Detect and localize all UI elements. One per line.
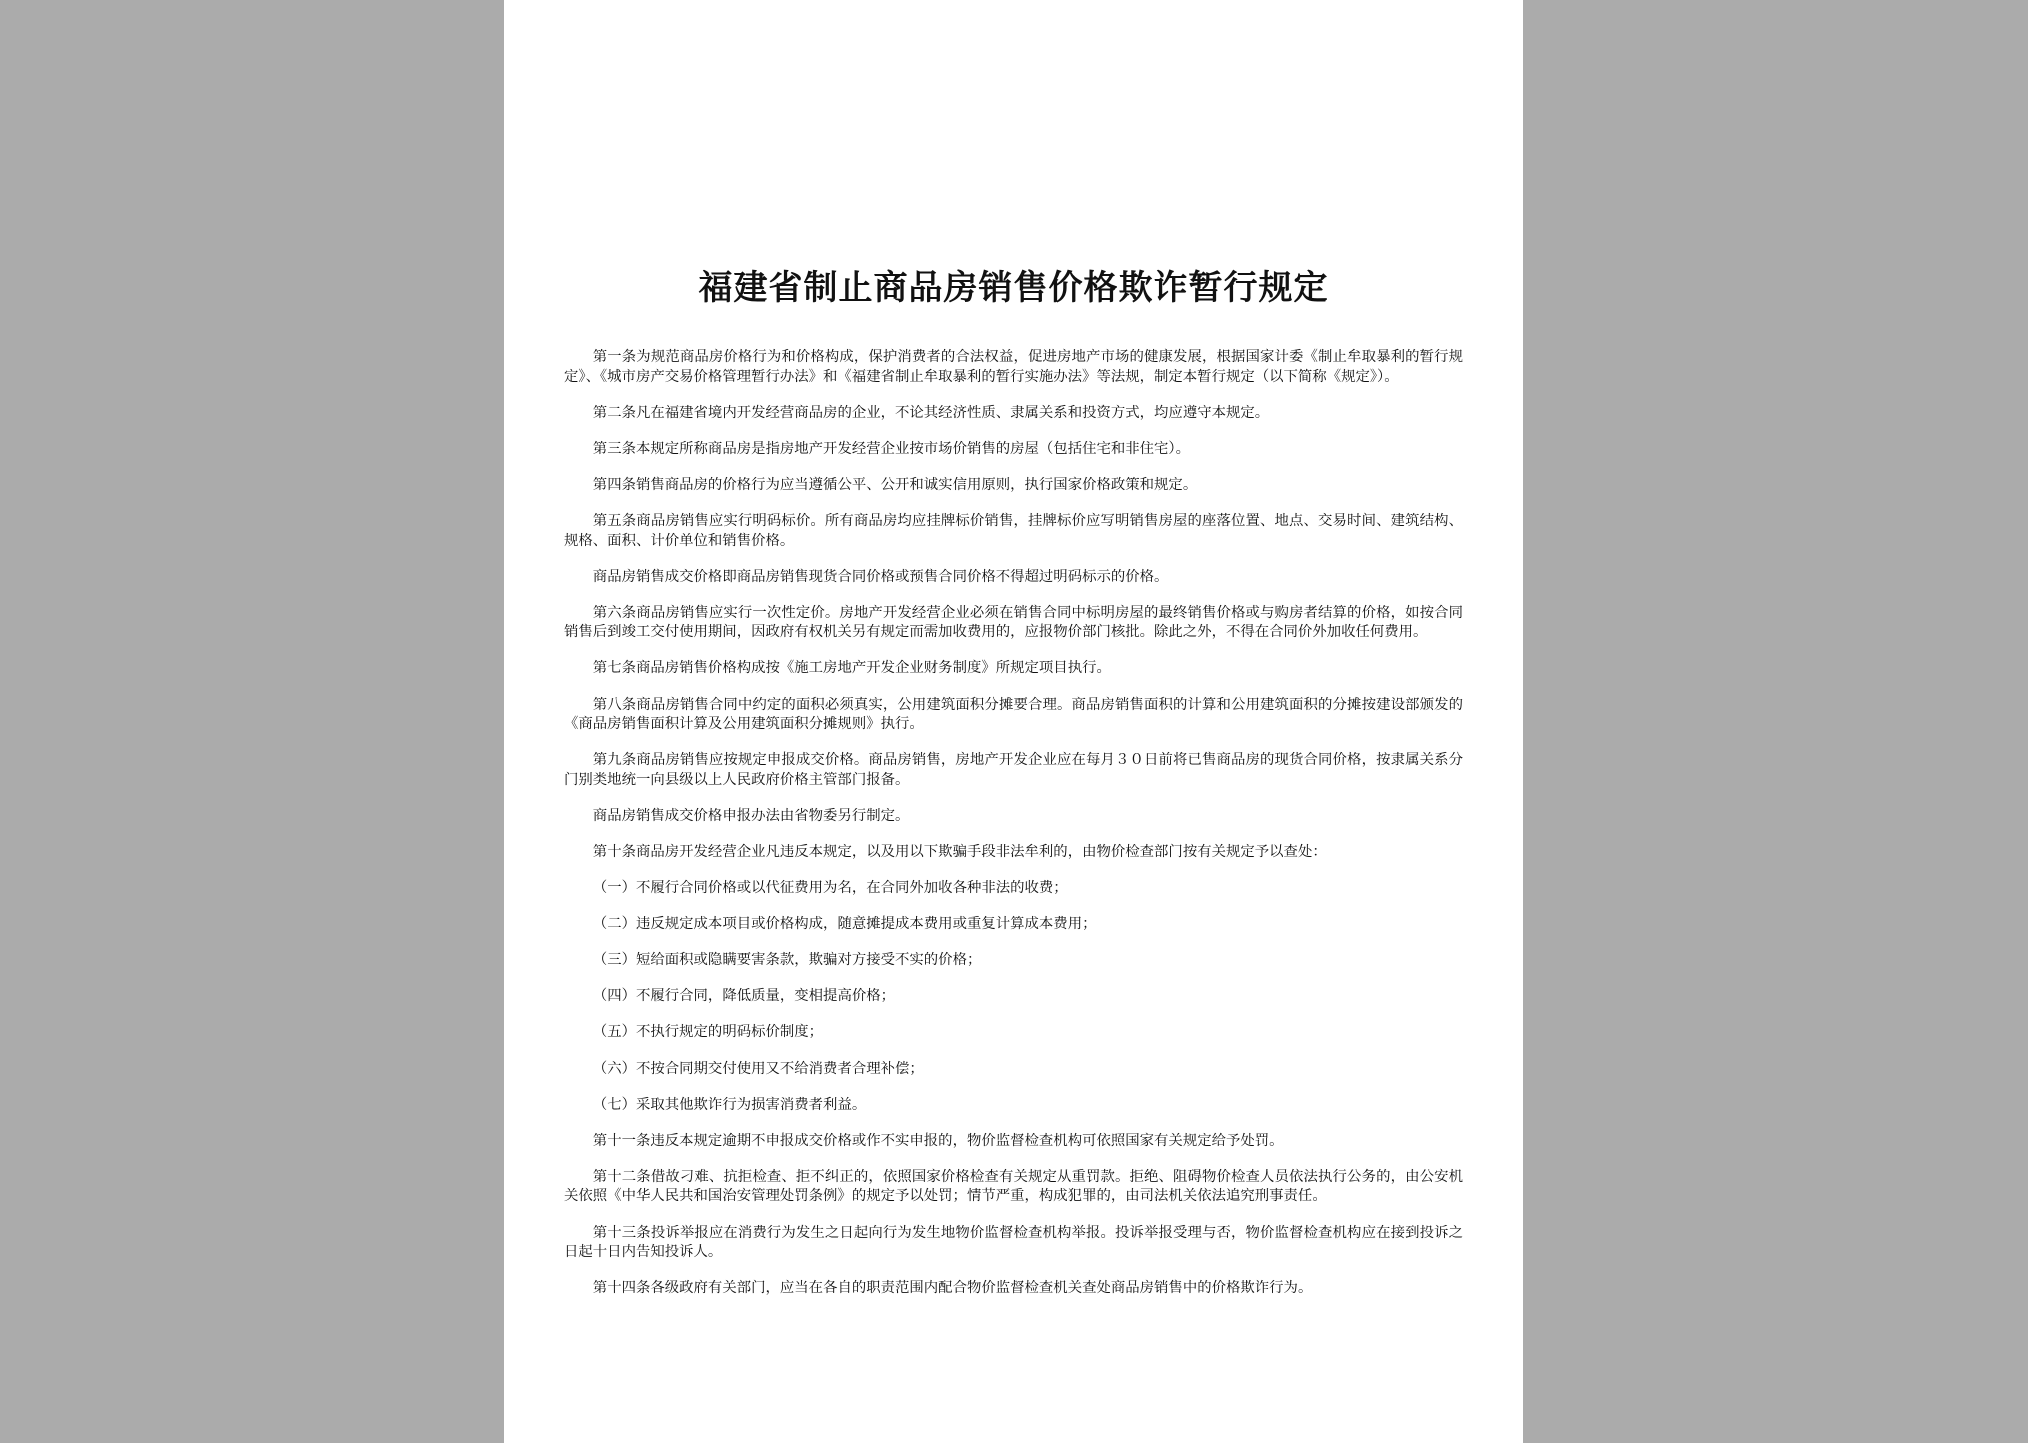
- paragraph: 第五条商品房销售应实行明码标价。所有商品房均应挂牌标价销售，挂牌标价应写明销售房屋的座落位置、地点、交易时间、建筑结构、规格、面积、计价单位和销售价格。: [564, 512, 1463, 549]
- list-item: （二）违反规定成本项目或价格构成，随意摊提成本费用或重复计算成本费用；: [592, 916, 1097, 933]
- paragraph: 第三条本规定所称商品房是指房地产开发经营企业按市场价销售的房屋（包括住宅和非住宅）。: [592, 440, 1191, 457]
- document-body: [564, 348, 1463, 1299]
- paragraph: 商品房销售成交价格申报办法由省物委另行制定。: [592, 807, 910, 824]
- paragraph: 第二条凡在福建省境内开发经营商品房的企业，不论其经济性质、隶属关系和投资方式，均应遵守本规定。: [592, 404, 1270, 421]
- paragraph: 第十四条各级政府有关部门，应当在各自的职责范围内配合物价监督检查机关查处商品房销售中的价格欺诈行为。: [592, 1280, 1313, 1297]
- list-item: （四）不履行合同，降低质量，变相提高价格；: [592, 988, 896, 1005]
- paragraph: 第四条销售商品房的价格行为应当遵循公平、公开和诚实信用原则，执行国家价格政策和规定。: [592, 476, 1198, 493]
- list-item: （一）不履行合同价格或以代征费用为名，在合同外加收各种非法的收费；: [592, 880, 1068, 897]
- list-item: （五）不执行规定的明码标价制度；: [592, 1024, 824, 1041]
- paragraph: 第八条商品房销售合同中约定的面积必须真实，公用建筑面积分摊要合理。商品房销售面积的计算和公用建筑面积的分摊按建设部颁发的《商品房销售面积计算及公用建筑面积分摊规则》执行。: [564, 696, 1463, 733]
- paragraph: 第十一条违反本规定逾期不申报成交价格或作不实申报的，物价监督检查机构可依照国家有关规定给予处罚。: [592, 1132, 1284, 1149]
- paragraph: 第一条为规范商品房价格行为和价格构成，保护消费者的合法权益，促进房地产市场的健康发展，根据国家计委《制止牟取暴利的暂行规定》、《城市房产交易价格管理暂行办法》和《福建省制止牟取暴利的暂行实施办法》等法规，制定本暂行规定（以下简称《规定》）。: [564, 349, 1463, 385]
- paragraph: 第七条商品房销售价格构成按《施工房地产开发企业财务制度》所规定项目执行。: [592, 660, 1111, 677]
- paragraph: 第六条商品房销售应实行一次性定价。房地产开发经营企业必须在销售合同中标明房屋的最终销售价格或与购房者结算的价格，如按合同销售后到竣工交付使用期间，因政府有权机关另有规定而需加收费用的，应报物价部门核批。除此之外，不得在合同价外加收任何费用。: [564, 604, 1463, 641]
- document-title: 福建省制止商品房销售价格欺诈暂行规定: [698, 268, 1329, 308]
- list-item: （七）采取其他欺诈行为损害消费者利益。: [592, 1096, 867, 1113]
- paragraph: 第十三条投诉举报应在消费行为发生之日起向行为发生地物价监督检查机构举报。投诉举报受理与否，物价监督检查机构应在接到投诉之日起十日内告知投诉人。: [564, 1224, 1463, 1261]
- list-item: （六）不按合同期交付使用又不给消费者合理补偿；: [592, 1060, 924, 1077]
- paragraph: 第十条商品房开发经营企业凡违反本规定，以及用以下欺骗手段非法牟利的，由物价检查部门按有关规定予以查处：: [592, 844, 1327, 860]
- paragraph: 第十二条借故刁难、抗拒检查、拒不纠正的，依照国家价格检查有关规定从重罚款。拒绝、阻碍物价检查人员依法执行公务的，由公安机关依照《中华人民共和国治安管理处罚条例》的规定予以处罚；情节严重，构成犯罪的，由司法机关依法追究刑事责任。: [564, 1168, 1463, 1205]
- paragraph: 商品房销售成交价格即商品房销售现货合同价格或预售合同价格不得超过明码标示的价格。: [592, 568, 1169, 585]
- list-item: （三）短给面积或隐瞒要害条款，欺骗对方接受不实的价格；: [592, 952, 982, 969]
- document-page: [504, 0, 1523, 1443]
- paragraph: 第九条商品房销售应按规定申报成交价格。商品房销售，房地产开发企业应在每月３０日前将已售商品房的现货合同价格，按隶属关系分门别类地统一向县级以上人民政府价格主管部门报备。: [564, 752, 1463, 788]
